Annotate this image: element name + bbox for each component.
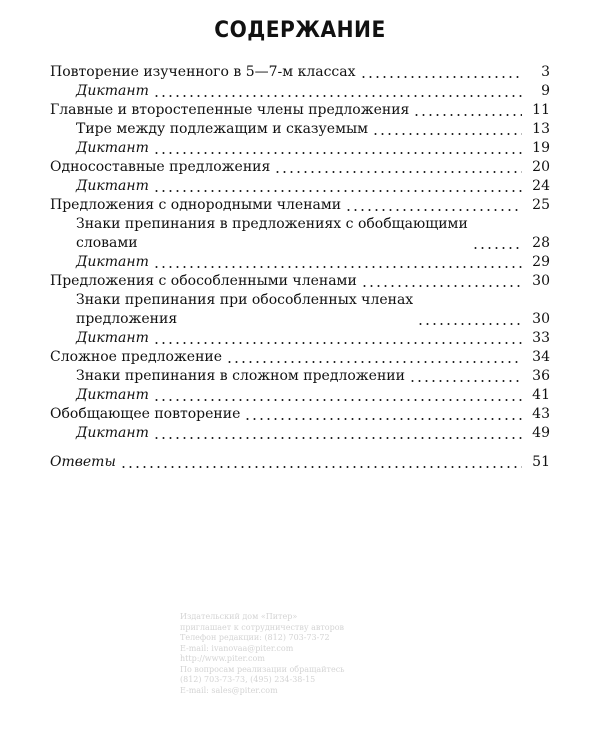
toc-page-number: 30 xyxy=(532,273,550,289)
toc-entry-text: Предложения с однородными членами xyxy=(50,197,342,213)
toc-row[interactable] xyxy=(50,101,550,120)
dot-leader xyxy=(153,437,522,439)
toc-entry-line: Знаки препинания при обособленных членах xyxy=(76,292,414,308)
dot-leader xyxy=(226,361,522,363)
toc-page-number: 28 xyxy=(532,235,550,251)
dot-leader xyxy=(361,285,522,287)
toc-page-number: 19 xyxy=(532,140,550,156)
toc-row[interactable] xyxy=(50,453,550,472)
toc-page-number: 3 xyxy=(541,64,550,80)
dot-leader xyxy=(153,399,522,401)
dot-leader xyxy=(372,133,522,135)
toc-page-number: 41 xyxy=(532,387,550,403)
toc-row[interactable] xyxy=(50,367,550,386)
toc-row[interactable] xyxy=(50,253,550,272)
dot-leader xyxy=(345,209,522,211)
toc-page-number: 13 xyxy=(532,121,550,137)
toc-row[interactable] xyxy=(50,424,550,443)
toc-page-number: 34 xyxy=(532,349,550,365)
dot-leader xyxy=(153,266,522,268)
dot-leader xyxy=(413,114,522,116)
page-title: СОДЕРЖАНИЕ xyxy=(214,18,386,43)
toc-row[interactable] xyxy=(50,196,550,215)
toc-page-number: 49 xyxy=(532,425,550,441)
dot-leader xyxy=(153,95,522,97)
toc-entry-text: Сложное предложение xyxy=(50,349,223,365)
toc-row[interactable] xyxy=(50,139,550,158)
dot-leader xyxy=(120,466,522,468)
toc-entry-text: Диктант xyxy=(76,140,149,156)
dot-leader xyxy=(417,323,522,325)
toc-page-number: 20 xyxy=(532,159,550,175)
dot-leader xyxy=(244,418,522,420)
dot-leader xyxy=(153,152,522,154)
toc-entry-text: Диктант xyxy=(76,254,149,270)
toc-row[interactable] xyxy=(50,386,550,405)
toc-page-number: 30 xyxy=(532,311,550,327)
toc-entry-line: Знаки препинания в предложениях с обобщающими xyxy=(76,216,468,232)
toc-row[interactable] xyxy=(50,177,550,196)
dot-leader xyxy=(153,342,522,344)
toc-row[interactable] xyxy=(50,272,550,291)
toc-entry-text: Обобщающее повторение xyxy=(50,406,241,422)
toc-page-number: 51 xyxy=(532,454,550,470)
toc-page-number: 11 xyxy=(532,102,550,118)
watermark-line: (812) 703-73-73, (495) 234-38-15 xyxy=(180,675,316,684)
toc-entry-line: словами xyxy=(76,235,138,251)
toc-page-number: 43 xyxy=(532,406,550,422)
spacer xyxy=(50,443,550,453)
toc-entry-text xyxy=(50,291,413,329)
watermark-line: E-mail: sales@piter.com xyxy=(180,685,278,695)
toc-entry-text: Тире между подлежащим и сказуемым xyxy=(76,121,368,137)
watermark-line: По вопросам реализации обращайтесь xyxy=(180,664,345,674)
toc-page-number: 33 xyxy=(532,330,550,346)
toc-row[interactable] xyxy=(50,329,550,348)
toc-entry-text: Диктант xyxy=(76,83,149,99)
toc-page-number: 24 xyxy=(532,178,550,194)
toc-row[interactable] xyxy=(50,348,550,367)
toc-page-number: 29 xyxy=(532,254,550,270)
toc-page-number: 25 xyxy=(532,197,550,213)
watermark-line: E-mail: ivanovaa@piter.com xyxy=(180,643,294,653)
toc-entry-text: Диктант xyxy=(76,178,149,194)
toc-row[interactable] xyxy=(50,120,550,139)
toc-entry-text: Односоставные предложения xyxy=(50,159,271,175)
toc-entry-text: Диктант xyxy=(76,387,149,403)
watermark-line: Телефон редакции: (812) 703-73-72 xyxy=(180,633,330,642)
toc-entry-text: Повторение изученного в 5—7-м классах xyxy=(50,64,356,80)
dot-leader xyxy=(360,76,522,78)
toc-entry-text: Диктант xyxy=(76,330,149,346)
toc-page-number: 9 xyxy=(541,83,550,99)
toc-entry-text: Диктант xyxy=(76,425,149,441)
toc-row[interactable] xyxy=(50,215,550,253)
toc-row[interactable] xyxy=(50,405,550,424)
dot-leader xyxy=(409,380,522,382)
watermark-line: http://www.piter.com xyxy=(180,654,265,663)
table-of-contents xyxy=(50,63,550,472)
toc-row[interactable] xyxy=(50,82,550,101)
watermark-line: Издательский дом «Питер» xyxy=(180,612,298,621)
toc-page-number: 36 xyxy=(532,368,550,384)
watermark-line: приглашает к сотрудничеству авторов xyxy=(180,622,345,632)
toc-row[interactable] xyxy=(50,63,550,82)
dot-leader xyxy=(274,171,522,173)
publisher-watermark xyxy=(180,612,480,696)
toc-row[interactable] xyxy=(50,291,550,329)
toc-entry-text: Знаки препинания в сложном предложении xyxy=(76,368,405,384)
toc-entry-text: Ответы xyxy=(50,454,116,470)
toc-entry-text: Предложения с обособленными членами xyxy=(50,273,357,289)
toc-entry-line: предложения xyxy=(76,311,178,327)
toc-entry-text xyxy=(50,215,468,253)
toc-entry-text: Главные и второстепенные члены предложения xyxy=(50,102,410,118)
dot-leader xyxy=(472,247,522,249)
toc-row[interactable] xyxy=(50,158,550,177)
dot-leader xyxy=(153,190,522,192)
